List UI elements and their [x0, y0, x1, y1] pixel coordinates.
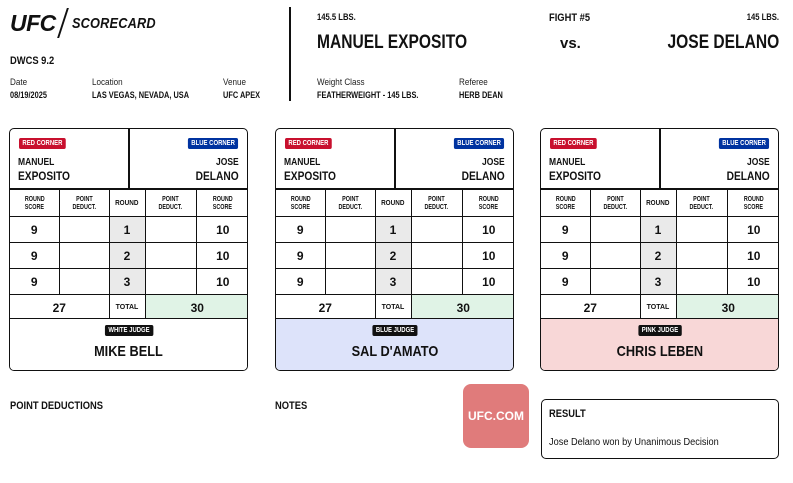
col-point-line2: DEDUCT. — [338, 202, 362, 211]
result-box — [541, 399, 779, 459]
judge-section — [276, 318, 513, 371]
blue-first-name: JOSE — [216, 157, 239, 168]
round-row — [276, 217, 514, 243]
col-round-score-line1: ROUND — [478, 194, 499, 203]
red-total: 27 — [276, 295, 375, 321]
col-round-score-line1: ROUND — [212, 194, 233, 203]
score-table — [276, 189, 514, 321]
round-number: 3 — [109, 269, 145, 295]
col-round-score-line2: SCORE — [213, 202, 233, 211]
blue-round-score: 10 — [196, 217, 248, 243]
col-round-score — [10, 190, 59, 217]
red-point-deduction — [59, 243, 109, 269]
round-row — [276, 243, 514, 269]
judge-section — [10, 318, 247, 371]
red-round-score: 9 — [276, 243, 325, 269]
red-corner-badge: RED CORNER — [550, 138, 597, 149]
location-value: LAS VEGAS, NEVADA, USA — [92, 90, 190, 100]
judge-name: CHRIS LEBEN — [616, 343, 703, 360]
blue-round-score: 10 — [462, 217, 514, 243]
col-point-deduct — [325, 190, 375, 217]
col-round-score-line2: SCORE — [24, 202, 44, 211]
red-fighter-name: MANUEL EXPOSITO — [317, 32, 468, 53]
col-round-score-line2: SCORE — [479, 202, 499, 211]
round-row — [276, 269, 514, 295]
blue-total: 30 — [145, 295, 248, 321]
score-header-row — [276, 190, 514, 217]
score-table — [541, 189, 779, 321]
blue-point-deduction — [411, 269, 462, 295]
total-row — [276, 295, 514, 321]
blue-weight: 145 LBS. — [746, 12, 779, 22]
blue-corner-badge: BLUE CORNER — [719, 138, 769, 149]
round-number: 1 — [109, 217, 145, 243]
notes-title: NOTES — [275, 400, 308, 412]
col-point-line1: POINT — [341, 194, 359, 203]
blue-point-deduction — [145, 217, 196, 243]
col-point-line2: DEDUCT. — [72, 202, 96, 211]
red-round-score: 9 — [276, 269, 325, 295]
blue-point-deduction — [676, 243, 727, 269]
col-round-label: ROUND — [115, 198, 139, 207]
round-row — [10, 217, 248, 243]
blue-last-name: DELANO — [726, 169, 770, 183]
fight-number: FIGHT #5 — [549, 12, 591, 24]
red-last-name: EXPOSITO — [284, 169, 336, 183]
col-round — [109, 190, 145, 217]
scorecard-fighters — [276, 129, 513, 189]
round-number: 2 — [375, 243, 411, 269]
col-point-line1: POINT — [162, 194, 179, 203]
col-point-line1: POINT — [428, 194, 445, 203]
total-label: TOTAL — [109, 295, 145, 321]
red-round-score: 9 — [541, 217, 590, 243]
col-round-score — [276, 190, 325, 217]
logo-text: UFC — [10, 9, 56, 36]
red-point-deduction — [590, 243, 640, 269]
logo-subtitle: SCORECARD — [71, 14, 156, 32]
col-round-score — [462, 190, 514, 217]
blue-fighter-name: JOSE DELANO — [667, 32, 779, 53]
red-point-deduction — [590, 217, 640, 243]
referee-value: HERB DEAN — [459, 90, 503, 100]
red-total: 27 — [541, 295, 640, 321]
judge-name-wrap — [276, 343, 513, 360]
judge-scorecard — [540, 128, 779, 371]
col-point-line2: DEDUCT. — [424, 202, 449, 211]
col-round-score-line1: ROUND — [24, 194, 45, 203]
total-label: TOTAL — [640, 295, 676, 321]
vs-label: vs. — [560, 35, 581, 52]
date-label: Date — [10, 77, 28, 87]
blue-point-deduction — [145, 269, 196, 295]
venue-value: UFC APEX — [223, 90, 261, 100]
judge-badge: BLUE JUDGE — [372, 325, 417, 336]
blue-point-deduction — [676, 217, 727, 243]
round-row — [10, 243, 248, 269]
red-last-name: EXPOSITO — [549, 169, 601, 183]
judge-name: MIKE BELL — [94, 343, 163, 360]
corner-divider — [394, 129, 396, 189]
col-round — [375, 190, 411, 217]
col-point-line2: DEDUCT. — [689, 202, 714, 211]
round-row — [10, 269, 248, 295]
ufc-com-link[interactable]: UFC.COM — [463, 384, 529, 448]
scorecard-fighters — [10, 129, 247, 189]
corner-divider — [128, 129, 130, 189]
total-label: TOTAL — [375, 295, 411, 321]
blue-last-name: DELANO — [195, 169, 239, 183]
blue-round-score: 10 — [462, 269, 514, 295]
red-first-name: MANUEL — [284, 157, 321, 168]
col-point-line1: POINT — [606, 194, 624, 203]
blue-round-score: 10 — [196, 269, 248, 295]
weight-class-label: Weight Class — [317, 77, 365, 87]
col-round-label: ROUND — [646, 198, 670, 207]
col-point-deduct — [676, 190, 727, 217]
red-round-score: 9 — [541, 243, 590, 269]
red-point-deduction — [590, 269, 640, 295]
blue-round-score: 10 — [462, 243, 514, 269]
score-table — [10, 189, 248, 321]
corner-divider — [659, 129, 661, 189]
red-round-score: 9 — [10, 243, 59, 269]
round-row — [541, 243, 779, 269]
score-header-row — [10, 190, 248, 217]
venue-label: Venue — [223, 77, 246, 87]
judge-name: SAL D'AMATO — [351, 343, 438, 360]
weight-class-value: FEATHERWEIGHT - 145 LBS. — [317, 90, 419, 100]
col-point-line1: POINT — [75, 194, 93, 203]
col-round — [640, 190, 676, 217]
red-point-deduction — [325, 243, 375, 269]
ufc-logo — [10, 9, 170, 37]
judge-scorecard — [275, 128, 514, 371]
blue-round-score: 10 — [727, 243, 779, 269]
total-row — [10, 295, 248, 321]
logo-slash — [57, 8, 69, 38]
blue-total: 30 — [676, 295, 779, 321]
red-last-name: EXPOSITO — [18, 169, 70, 183]
red-point-deduction — [325, 217, 375, 243]
red-round-score: 9 — [10, 217, 59, 243]
judge-name-wrap — [10, 343, 247, 360]
blue-first-name: JOSE — [482, 157, 505, 168]
red-round-score: 9 — [10, 269, 59, 295]
header-divider — [289, 7, 291, 101]
col-round-score-line1: ROUND — [743, 194, 764, 203]
judge-badge: WHITE JUDGE — [104, 325, 152, 336]
result-title: RESULT — [549, 408, 586, 420]
col-point-line1: POINT — [693, 194, 710, 203]
blue-point-deduction — [676, 269, 727, 295]
col-round-score-line1: ROUND — [555, 194, 576, 203]
col-round-score — [196, 190, 248, 217]
blue-corner-badge: BLUE CORNER — [188, 138, 238, 149]
judge-badge: PINK JUDGE — [638, 325, 681, 336]
judge-section — [541, 318, 778, 371]
location-label: Location — [92, 77, 123, 87]
red-weight: 145.5 LBS. — [317, 12, 356, 22]
red-round-score: 9 — [276, 217, 325, 243]
round-row — [541, 269, 779, 295]
col-round-score-line2: SCORE — [744, 202, 764, 211]
round-number: 1 — [640, 217, 676, 243]
red-first-name: MANUEL — [549, 157, 586, 168]
blue-round-score: 10 — [727, 269, 779, 295]
blue-first-name: JOSE — [747, 157, 770, 168]
col-round-label: ROUND — [381, 198, 405, 207]
red-corner-badge: RED CORNER — [285, 138, 332, 149]
col-point-deduct — [59, 190, 109, 217]
blue-last-name: DELANO — [461, 169, 505, 183]
round-number: 3 — [640, 269, 676, 295]
judge-scorecard — [9, 128, 248, 371]
round-row — [541, 217, 779, 243]
score-header-row — [541, 190, 779, 217]
col-round-score-line2: SCORE — [555, 202, 575, 211]
blue-point-deduction — [145, 243, 196, 269]
col-point-deduct — [590, 190, 640, 217]
event-name: DWCS 9.2 — [10, 55, 55, 67]
round-number: 1 — [375, 217, 411, 243]
blue-round-score: 10 — [196, 243, 248, 269]
col-round-score — [541, 190, 590, 217]
blue-total: 30 — [411, 295, 514, 321]
round-number: 3 — [375, 269, 411, 295]
col-point-deduct — [411, 190, 462, 217]
judge-name-wrap — [541, 343, 778, 360]
red-corner-badge: RED CORNER — [19, 138, 66, 149]
date-value: 08/19/2025 — [10, 90, 47, 100]
scorecard-fighters — [541, 129, 778, 189]
red-point-deduction — [325, 269, 375, 295]
blue-round-score: 10 — [727, 217, 779, 243]
total-row — [541, 295, 779, 321]
col-round-score-line2: SCORE — [290, 202, 310, 211]
col-point-line2: DEDUCT. — [158, 202, 183, 211]
red-first-name: MANUEL — [18, 157, 55, 168]
blue-point-deduction — [411, 217, 462, 243]
col-point-line2: DEDUCT. — [603, 202, 627, 211]
round-number: 2 — [640, 243, 676, 269]
red-point-deduction — [59, 217, 109, 243]
blue-point-deduction — [411, 243, 462, 269]
col-round-score — [727, 190, 779, 217]
col-round-score-line1: ROUND — [290, 194, 311, 203]
point-deductions-title: POINT DEDUCTIONS — [10, 400, 103, 412]
referee-label: Referee — [459, 77, 488, 87]
blue-corner-badge: BLUE CORNER — [454, 138, 504, 149]
red-point-deduction — [59, 269, 109, 295]
col-point-deduct — [145, 190, 196, 217]
red-total: 27 — [10, 295, 109, 321]
round-number: 2 — [109, 243, 145, 269]
red-round-score: 9 — [541, 269, 590, 295]
result-text: Jose Delano won by Unanimous Decision — [549, 437, 719, 448]
